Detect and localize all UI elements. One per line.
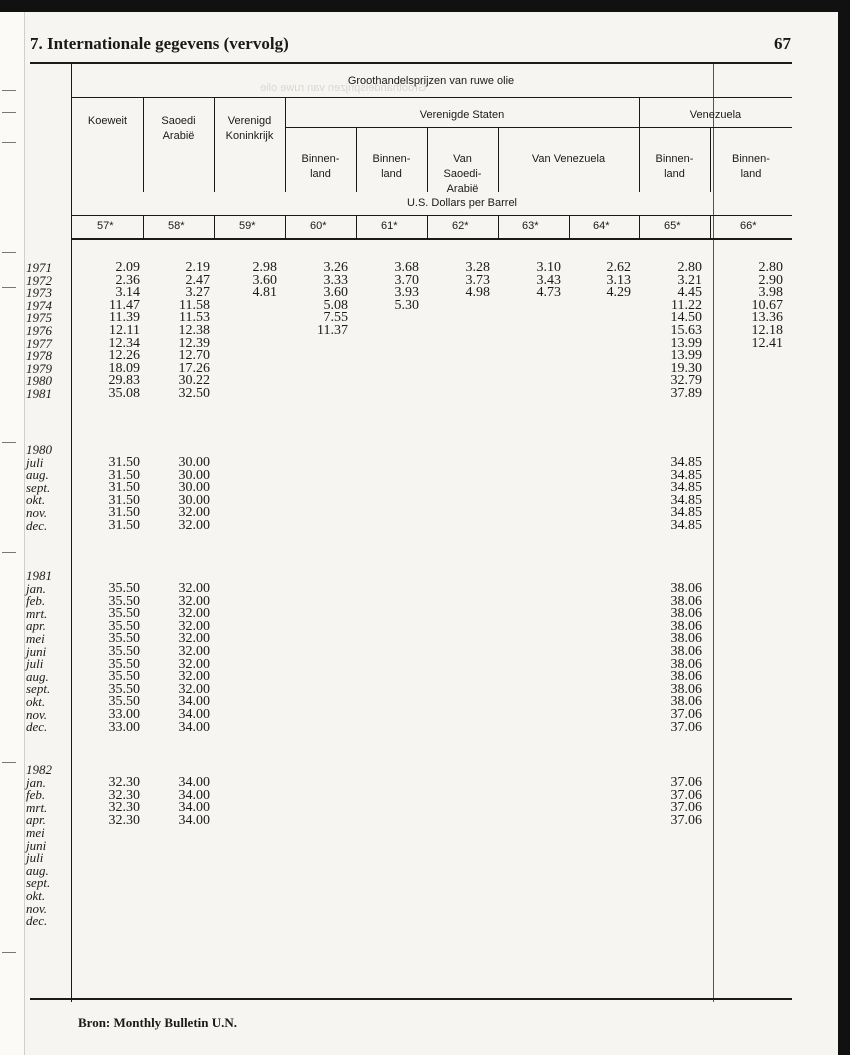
col-verenigd-koninkrijk: Verenigd Koninkrijk [225, 115, 274, 142]
values-ven-binnenland-annual: 2.80 3.21 4.45 11.22 14.50 15.63 13.99 13.99 19.30 32.79 37.89 [670, 260, 702, 401]
row-labels-1981: 1981 jan. feb. mrt. apr. mei juni juli aug. sept. okt. nov. dec. [26, 568, 52, 735]
col-sep [214, 215, 215, 238]
row-labels-years: 1971 1972 1973 1974 1975 1976 1977 1978 1979 1980 1981 [26, 260, 52, 401]
col-sep [569, 215, 570, 238]
col-sep [356, 215, 357, 238]
edge-mark [2, 287, 16, 288]
col-group-venezuela: Venezuela [689, 109, 742, 121]
col-koeweit: Koeweit [87, 115, 128, 127]
values-us-binnenland2-annual: 3.68 3.70 3.93 5.30 [394, 260, 419, 313]
row-labels-1980: 1980 juli aug. sept. okt. nov. dec. [26, 442, 52, 533]
col-us-binnenland: Binnen- land [301, 153, 340, 180]
edge-mark [2, 762, 16, 763]
source-note: Bron: Monthly Bulletin U.N. [78, 1015, 238, 1030]
col-saoedi-arabie: Saoedi Arabië [161, 115, 196, 142]
edge-mark [2, 112, 16, 113]
rule [72, 215, 792, 216]
rule [72, 238, 792, 240]
series-code: 57* [97, 220, 114, 232]
page-number: 67 [774, 34, 791, 53]
values-venezuela-1980: 34.85 34.85 34.85 34.85 34.85 34.85 [670, 455, 702, 533]
edge-mark [2, 142, 16, 143]
values-saoedi-annual: 2.19 2.47 3.27 11.58 11.53 12.38 12.39 12.70 17.26 30.22 32.50 [178, 260, 210, 401]
series-code: 58* [168, 220, 185, 232]
edge-mark [2, 952, 16, 953]
values-us-saoedi-annual: 3.28 3.73 4.98 [465, 260, 490, 301]
col-us-van-venezuela: Van Venezuela [531, 153, 606, 165]
table-left-border [71, 64, 72, 1002]
values-koeweit-1980: 31.50 31.50 31.50 31.50 31.50 31.50 [108, 455, 140, 533]
col-sep [143, 97, 144, 192]
series-code: 63* [522, 220, 539, 232]
series-code: 59* [239, 220, 256, 232]
values-us-venezuela2-annual: 2.62 3.13 4.29 [606, 260, 631, 301]
rule [285, 127, 792, 128]
col-ven-binnenland: Binnen- land [655, 153, 694, 180]
values-venezuela-1981: 38.06 38.06 38.06 38.06 38.06 38.06 38.06 38.06 38.06 38.06 37.06 37.06 [670, 581, 702, 735]
col-sep [214, 97, 215, 192]
table-main-title: Groothandelsprijzen van ruwe olie [347, 75, 515, 87]
edge-mark [2, 442, 16, 443]
col-sep [427, 215, 428, 238]
values-us-venezuela-annual: 3.10 3.43 4.73 [536, 260, 561, 301]
series-code: 66* [740, 220, 757, 232]
values-uk-annual: 2.98 3.60 4.81 [252, 260, 277, 301]
values-saoedi-1982: 34.00 34.00 34.00 34.00 [178, 775, 210, 828]
col-sep [285, 215, 286, 238]
values-koeweit-annual: 2.09 2.36 3.14 11.47 11.39 12.11 12.34 12.26 18.09 29.83 35.08 [108, 260, 140, 401]
table-top-rule [30, 62, 792, 64]
series-code: 65* [664, 220, 681, 232]
values-venezuela-1982: 37.06 37.06 37.06 37.06 [670, 775, 702, 828]
rule [72, 97, 792, 98]
document-page [0, 12, 838, 1055]
table-right-guide [713, 64, 714, 1002]
series-code: 61* [381, 220, 398, 232]
previous-page-edge [0, 12, 25, 1055]
col-sep [639, 215, 640, 238]
edge-mark [2, 552, 16, 553]
edge-mark [2, 252, 16, 253]
series-code: 64* [593, 220, 610, 232]
col-group-verenigde-staten: Verenigde Staten [419, 109, 505, 121]
col-ven-binnenland-2: Binnen- land [732, 153, 770, 180]
col-us-binnenland-2: Binnen- land [372, 153, 411, 180]
page-title: 7. Internationale gegevens (vervolg) [30, 34, 289, 53]
values-saoedi-1981: 32.00 32.00 32.00 32.00 32.00 32.00 32.00 32.00 32.00 34.00 34.00 34.00 [178, 581, 210, 735]
values-ven-binnenland2-annual: 2.80 2.90 3.98 10.67 13.36 12.18 12.41 [751, 260, 783, 351]
unit-label: U.S. Dollars per Barrel [406, 197, 518, 209]
series-code: 60* [310, 220, 327, 232]
table-bottom-rule [30, 998, 792, 1000]
values-koeweit-1982: 32.30 32.30 32.30 32.30 [108, 775, 140, 828]
series-code: 62* [452, 220, 469, 232]
edge-mark [2, 90, 16, 91]
values-us-binnenland-annual: 3.26 3.33 3.60 5.08 7.55 11.37 [317, 260, 348, 338]
col-us-van-saoedi-arabie: Van Saoedi- Arabië [443, 153, 482, 195]
col-sep [498, 215, 499, 238]
bleed-through-text: Groothandelsprijzen van ruwe olie [260, 82, 427, 94]
values-koeweit-1981: 35.50 35.50 35.50 35.50 35.50 35.50 35.50 35.50 35.50 35.50 33.00 33.00 [108, 581, 140, 735]
row-labels-1982: 1982 jan. feb. mrt. apr. mei juni juli aug. sept. okt. nov. dec. [26, 762, 52, 929]
col-sep [710, 215, 711, 238]
col-sep [143, 215, 144, 238]
values-saoedi-1980: 30.00 30.00 30.00 30.00 32.00 32.00 [178, 455, 210, 533]
